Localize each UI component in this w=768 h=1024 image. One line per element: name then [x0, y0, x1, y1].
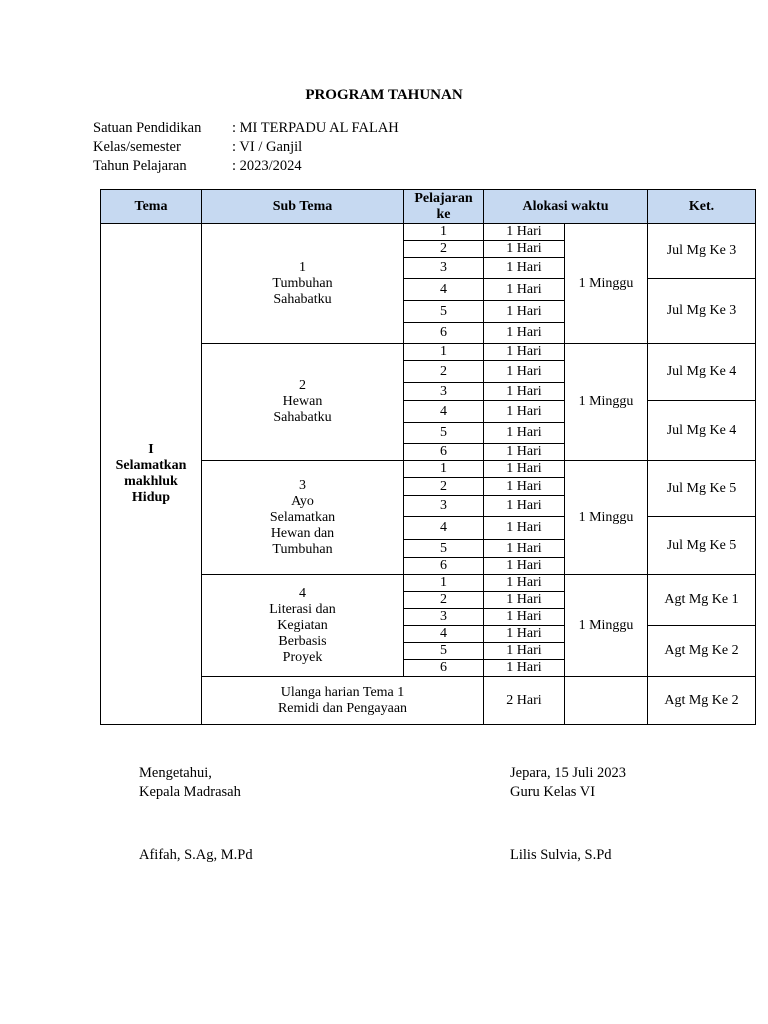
footer-left-line2: Kepala Madrasah: [139, 784, 241, 800]
subtema-line: Kegiatan: [277, 617, 328, 633]
lesson-number: 4: [404, 626, 484, 643]
ulangan-week: [565, 677, 648, 725]
header-sub-tema: Sub Tema: [202, 190, 404, 224]
lesson-days: 1 Hari: [484, 660, 565, 677]
lesson-days: 1 Hari: [484, 517, 565, 540]
ket-cell: Agt Mg Ke 2: [648, 626, 756, 677]
lesson-days: 1 Hari: [484, 609, 565, 626]
lesson-number: 1: [404, 575, 484, 592]
subtema-line: 3: [299, 477, 306, 493]
header-pelajaran-line2: ke: [436, 206, 451, 222]
lesson-days: 1 Hari: [484, 224, 565, 241]
lesson-number: 2: [404, 478, 484, 496]
lesson-number: 2: [404, 592, 484, 609]
week-allocation: 1 Minggu: [565, 461, 648, 575]
table-row: [101, 224, 756, 241]
lesson-number: 3: [404, 609, 484, 626]
lesson-number: 6: [404, 444, 484, 461]
info-value-satuan: : MI TERPADU AL FALAH: [232, 120, 399, 136]
header-pelajaran-line1: Pelajaran: [414, 190, 473, 206]
subtema-line: 1: [299, 259, 306, 275]
footer-right-name: Lilis Sulvia, S.Pd: [510, 847, 612, 863]
document-title: PROGRAM TAHUNAN: [305, 87, 463, 103]
lesson-days: 1 Hari: [484, 279, 565, 301]
week-allocation: 1 Minggu: [565, 575, 648, 677]
info-value-tahun: : 2023/2024: [232, 158, 302, 174]
header-ket: Ket.: [648, 190, 756, 224]
subtema-line: Tumbuhan: [272, 541, 333, 557]
lesson-days: 1 Hari: [484, 540, 565, 558]
lesson-number: 6: [404, 323, 484, 344]
lesson-days: 1 Hari: [484, 344, 565, 361]
ket-cell: Jul Mg Ke 3: [648, 224, 756, 279]
tema-cell: [101, 224, 202, 725]
lesson-number: 3: [404, 258, 484, 279]
header-alokasi: Alokasi waktu: [484, 190, 648, 224]
ket-cell: Jul Mg Ke 5: [648, 461, 756, 517]
lesson-days: 1 Hari: [484, 323, 565, 344]
lesson-number: 6: [404, 558, 484, 575]
subtema-line: Sahabatku: [273, 410, 332, 425]
header-pelajaran: [404, 190, 484, 224]
subtema-line: Literasi dan: [269, 601, 336, 617]
ket-cell: Jul Mg Ke 4: [648, 401, 756, 461]
subtema-line: Sahabatku: [273, 291, 332, 307]
info-label-tahun: Tahun Pelajaran: [93, 158, 187, 174]
footer-right-line1: Jepara, 15 Juli 2023: [510, 765, 626, 781]
week-allocation: 1 Minggu: [565, 344, 648, 461]
lesson-days: 1 Hari: [484, 401, 565, 423]
lesson-days: 1 Hari: [484, 592, 565, 609]
info-label-satuan: Satuan Pendidikan: [93, 120, 202, 136]
lesson-days: 1 Hari: [484, 383, 565, 401]
ulangan-ket: Agt Mg Ke 2: [648, 677, 756, 725]
header-tema: Tema: [101, 190, 202, 224]
lesson-number: 6: [404, 660, 484, 677]
info-value-kelas: : VI / Ganjil: [232, 139, 303, 155]
subtema-cell: [202, 344, 404, 461]
lesson-number: 5: [404, 643, 484, 660]
lesson-number: 4: [404, 401, 484, 423]
lesson-days: 1 Hari: [484, 241, 565, 258]
lesson-number: 4: [404, 517, 484, 540]
lesson-number: 5: [404, 540, 484, 558]
week-allocation: 1 Minggu: [565, 224, 648, 344]
lesson-days: 1 Hari: [484, 558, 565, 575]
lesson-days: 1 Hari: [484, 258, 565, 279]
subtema-cell: [202, 575, 404, 677]
subtema-line: Hewan: [282, 394, 323, 409]
lesson-number: 3: [404, 496, 484, 517]
lesson-days: 1 Hari: [484, 496, 565, 517]
lesson-days: 1 Hari: [484, 643, 565, 660]
lesson-days: 1 Hari: [484, 301, 565, 323]
lesson-days: 1 Hari: [484, 575, 565, 592]
lesson-days: 1 Hari: [484, 626, 565, 643]
lesson-number: 5: [404, 423, 484, 444]
program-table: [100, 189, 756, 725]
ket-cell: Agt Mg Ke 1: [648, 575, 756, 626]
ulangan-line: Remidi dan Pengayaan: [277, 700, 408, 716]
lesson-days: 1 Hari: [484, 361, 565, 383]
footer-right-line2: Guru Kelas VI: [510, 784, 596, 800]
lesson-number: 5: [404, 301, 484, 323]
ulangan-desc: [202, 677, 484, 725]
ulangan-line: Ulanga harian Tema 1: [280, 684, 405, 700]
lesson-number: 3: [404, 383, 484, 401]
lesson-number: 1: [404, 461, 484, 478]
subtema-line: Hewan dan: [270, 525, 335, 541]
lesson-number: 4: [404, 279, 484, 301]
tema-line: Selamatkan: [115, 458, 187, 473]
subtema-line: Ayo: [291, 493, 314, 509]
lesson-number: 2: [404, 241, 484, 258]
subtema-line: Selamatkan: [269, 509, 336, 525]
lesson-number: 1: [404, 224, 484, 241]
tema-line: Hidup: [131, 490, 171, 505]
ket-cell: Jul Mg Ke 4: [648, 344, 756, 401]
ket-cell: Jul Mg Ke 5: [648, 517, 756, 575]
ulangan-days: 2 Hari: [484, 677, 565, 725]
lesson-days: 1 Hari: [484, 478, 565, 496]
subtema-line: Proyek: [282, 649, 323, 665]
footer-left-name: Afifah, S.Ag, M.Pd: [139, 847, 253, 863]
lesson-number: 2: [404, 361, 484, 383]
footer-left-line1: Mengetahui,: [139, 765, 212, 781]
info-label-kelas: Kelas/semester: [93, 139, 181, 155]
lesson-days: 1 Hari: [484, 444, 565, 461]
table-header-row: [101, 190, 756, 224]
lesson-days: 1 Hari: [484, 461, 565, 478]
tema-line: makhluk: [124, 474, 178, 489]
ket-cell: Jul Mg Ke 3: [648, 279, 756, 344]
subtema-line: 4: [299, 585, 306, 601]
subtema-cell: [202, 461, 404, 575]
lesson-number: 1: [404, 344, 484, 361]
tema-line: I: [148, 442, 154, 457]
lesson-days: 1 Hari: [484, 423, 565, 444]
subtema-line: Tumbuhan: [272, 275, 333, 291]
subtema-cell: [202, 224, 404, 344]
subtema-line: Berbasis: [278, 633, 327, 649]
subtema-line: 2: [299, 378, 306, 393]
